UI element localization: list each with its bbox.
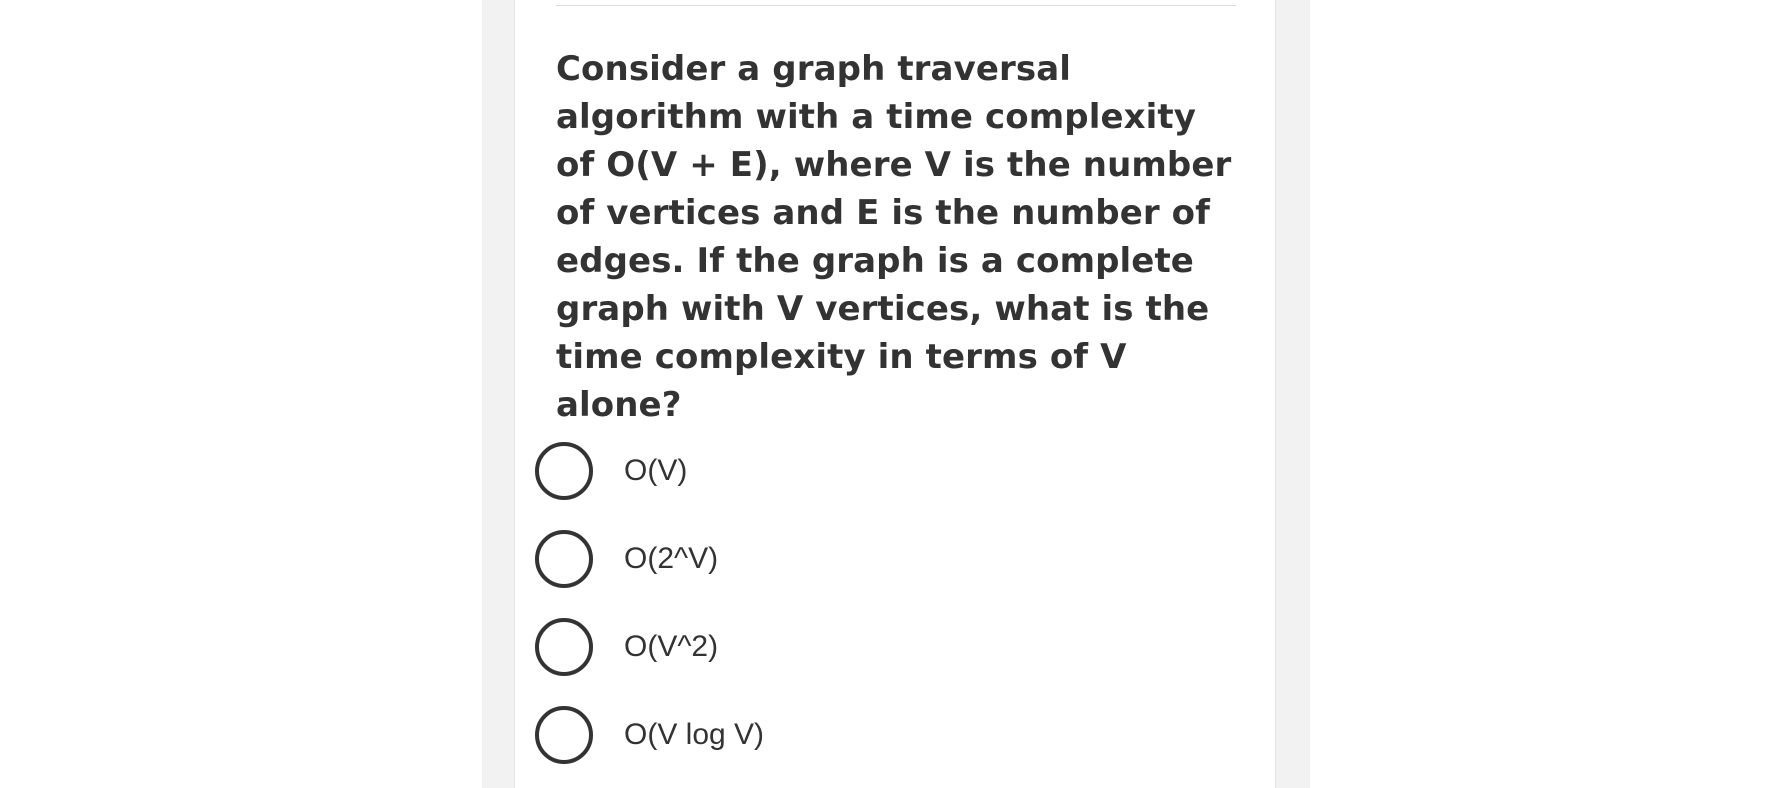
card-divider xyxy=(556,5,1236,6)
answer-option-1[interactable] xyxy=(535,440,1235,502)
answer-option-label: O(V) xyxy=(624,454,688,487)
answer-option-label: O(V log V) xyxy=(624,718,765,751)
radio-button-icon[interactable] xyxy=(535,442,593,500)
question-text: Consider a graph traversal algorithm with a time complexity of O(V + E), where V is the number of vertices and E is the number of edges. If the graph is a complete graph with V vertices, what is the time complexity in terms of V alone? xyxy=(556,49,1232,425)
radio-button-icon[interactable] xyxy=(535,706,593,764)
answer-option-label: O(V^2) xyxy=(624,630,719,663)
answer-options xyxy=(535,440,1235,788)
radio-button-icon[interactable] xyxy=(535,618,593,676)
radio-button-icon[interactable] xyxy=(535,530,593,588)
answer-option-4[interactable] xyxy=(535,704,1235,766)
answer-option-label: O(2^V) xyxy=(624,542,719,575)
answer-option-3[interactable] xyxy=(535,616,1235,678)
answer-option-2[interactable] xyxy=(535,528,1235,590)
